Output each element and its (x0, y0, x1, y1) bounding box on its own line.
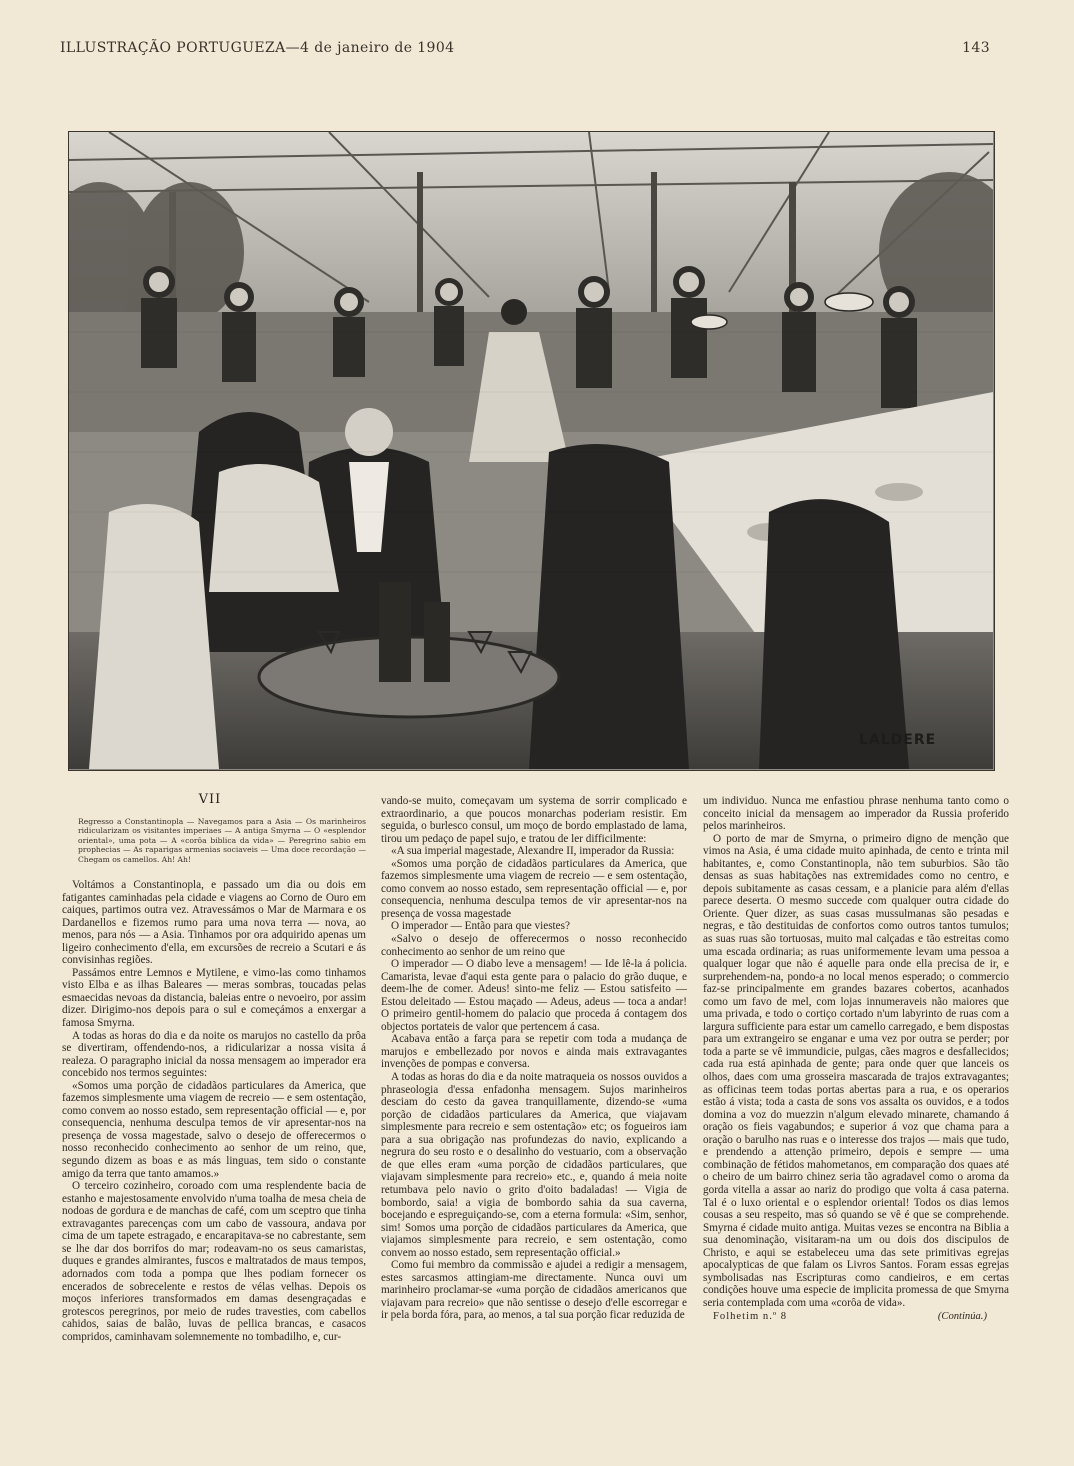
paragraph: Como fui membro da commissão e ajudei a redigir a mensagem, estes sarcasmos attingiam-me directamente. Nunca ouvi um marinheiro proclamar-se «uma porção de cidadãos americanos que viajavam para recreio» que não sentisse o desejo d'elle escorregar e ir pela borda fóra, para, ao menos, a tal sua porção ficar reduzida de (381, 1259, 687, 1322)
paragraph: Passámos entre Lemnos e Mytilene, e vimo-las como tinhamos visto Elba e as ilhas Baleares — meras sombras, toucadas pelas esmaecidas nevoas da distancia, baleias entre o nevoeiro, por assim dizer. Dirigimo-nos depois para o sul e começámos a enxergar a famosa Smyrna. (62, 966, 366, 1030)
paragraph: O imperador — Então para que viestes? (391, 920, 570, 933)
paragraph: Voltámos a Constantinopla, e passado um dia ou dois em fatigantes caminhadas pela cidade e viagens ao Corno de Ouro em caiques, partimos outra vez. Atravessámos o Mar de Marmara e os Dardanellos e fizemos rumo para uma nova terra — nova, ao menos, para nós — a Asia. Tinhamos por ora adquirido apenas um ligeiro conhecimento d'ella, em excursões de recreio a Scutari e ás convisinhas regiões. (62, 879, 366, 967)
artist-signature: LALDERE (859, 732, 937, 748)
paragraph: vando-se muito, começavam um systema de sorrir complicado e extraordinario, a que poucos monarchas poderiam resistir. Em seguida, o burlesco consul, um moço de bordo emplastado de lama, tirou um pedaço de papel sujo, e tratou de ler difficilmente: (381, 795, 687, 845)
chapter-summary: Regresso a Constantinopla — Navegamos para a Asia — Os marinheiros ridicularizam os visitantes imperiaes — A antiga Smyrna — O «esplendor oriental», uma pota — A «corôa biblica da vida» — Peregrino sabio em prophecias — As raparigas armenias sociaveis — Uma doce recordação — Chegam os camellos. Ah! Ah! (78, 817, 366, 864)
to-be-continued: (Continúa.) (937, 1311, 987, 1323)
section-number: VII (198, 792, 222, 807)
text-column-1 (62, 879, 366, 1343)
running-header (60, 40, 990, 60)
banquet-scene-picture (69, 132, 993, 769)
paragraph: «Somos uma porção de cidadãos particulares da America, que fazemos simplesmente uma viagem de recreio — e sem ostentação, como convem ao nosso estado, sem representação official — e, por consequencia, nenhuma desculpa temos de vir apresentar-nos na presença de vossa magestade (381, 857, 687, 920)
paragraph: «A sua imperial magestade, Alexandre II, imperador da Russia: (391, 845, 675, 858)
paragraph: Acabava então a farça para se repetir com toda a mudança de marujos e embellezado por novos e ainda mais extravagantes invenções de pompas e conversa. (381, 1033, 687, 1071)
page-number: 143 (962, 40, 990, 56)
paragraph: «Salvo o desejo de offerecermos o nosso reconhecido conhecimento ao senhor de um reino que (381, 933, 687, 958)
feuilleton-footer (703, 1311, 1009, 1325)
paragraph: «Somos uma porção de cidadãos particulares da America, que fazemos simplesmente uma viagem de recreio — e sem ostentação, como convem ao nosso estado, sem representação official — e, por consequencia, nenhuma desculpa temos de vir apresentar-nos na presença de vossa magestade, salvo o desejo de offerecermos o nosso reconhecido conhecimento ao senhor de um reino, que, segundo dizem as boas e as más linguas, tem sido o constante amigo da terra que tanto amamos.» (62, 1079, 366, 1180)
paragraph: um individuo. Nunca me enfastiou phrase nenhuma tanto como o conceito inicial da mensagem ao imperador da Russia proferido pelos marinheiros. (703, 795, 1009, 833)
paragraph: A todas as horas do dia e da noite os marujos no castello da prôa se divertiram, offendendo-nos, a ridicularizar a nossa visita á realeza. O paragrapho inicial da nossa mensagem ao imperador era concebido nos termos seguintes: (62, 1029, 366, 1080)
text-column-2 (381, 795, 687, 1322)
feuilleton-number: Folhetim n.º 8 (713, 1311, 788, 1323)
paragraph: O terceiro cozinheiro, coroado com uma resplendente bacia de estanho e majestosamente envolvido n'uma toalha de mesa cheia de nodoas de gordura e de manchas de café, com um sceptro que tinha extravagantes parecenças com um cabo de vassoura, andava por cima de um tapete estragado, e encarapitava-se no cabrestante, sem se lhe dar dos borrifos do mar; rodeavam-no os seus camaristas, duques e grandes almirantes, fuscos e maltratados de maus tempos, adornados com toda a pompa que lhes podiam fornecer os encerados de sobrecelente e restos de vélas velhas. Depois os moços inferiores transformados em damas desengraçadas e grotescos peregrinos, por meio de rudes travesties, com cabellos cahidos, saias de balão, luvas de pellica brancas, e casacos compridos, caminhavam solemnemente no tombadilho, e, cur- (62, 1180, 366, 1343)
running-title: ILLUSTRAÇÃO PORTUGUEZA—4 de janeiro de 1904 (60, 40, 455, 56)
text-column-3 (703, 795, 1009, 1325)
banquet-illustration (68, 131, 995, 771)
paragraph: O porto de mar de Smyrna, o primeiro digno de menção que vimos na Asia, é uma cidade muito apinhada, de cento e trinta mil habitantes, e, como Constantinopla, não tem suburbios. São tão densas as suas habitações nas extremidades como no centro, e depois subitamente as casas cessam, e a planicie para além d'ellas parece deserta. O mesmo succede com qualquer outra cidade do Oriente. Quer dizer, as suas casas mussulmanas são pesadas e negras, e tão destituidas de confortos como outros tantos tumulos; as suas ruas são tortuosas, muito mal calçadas e tão estreitas como uma escada ordinaria; as ruas uniformemente levam uma pessoa a qualquer logar que não é aquelle para onde ella precisa de ir, e surprehendem-na, pondo-a no local menos esperado; o commercio faz-se principalmente em grandes bazares cobertos, acanhados como um favo de mel, com lojas innumeraveis não maiores que uma privada, e todo o cortiço cortado n'um labyrinto de ruas com a largura sufficiente para estar um camello carregado, e bem dispostas para um extrangeiro se enganar e uma vez por outra se perder; por toda a parte se vê immundicie, pulgas, cães magros e desfallecidos; cada rua está apinhada de gente; para onde quer que lanceis os olhos, daes com uma grosseira mascarada de trajos extravagantes; as officinas teem todas portas abertas para a rua, e os operarios estão á vista; toda a casta de sons vos assalta os ouvidos, e a todos domina a voz do muezzin n'algum elevado minarete, chamando á oração os fieis vagabundos; e superior á voz que chama para a oração o barulho nas ruas e o interesse dos trajos — mais que tudo, e prendendo a attenção primeiro, depois e sempre — uma combinação de fétidos mahometanos, em comparação dos quaes até o cheiro de um bairro chinez seria tão agradavel como o aroma da gorda vitella a assar ao nariz do prodigo que volta á casa paterna. Tal é o luxo oriental e o esplendor oriental! Todos os dias lemos cousas a seu respeito, mas só quando se vê é que se comprehende. Smyrna é cidade muito antiga. Muitas vezes se encontra na Biblia a sua denominação, visitaram-na um ou dois dos discipulos de Christo, e aqui se estabeleceu uma das sete primitivas egrejas apocalypticas de que falam os Livros Santos. Foram essas egrejas symbolisadas nas Escripturas como candieiros, e em certas condições houve uma especie de implicita promessa de que Smyrna seria contemplada com uma «corôa de vida». (703, 832, 1009, 1309)
paragraph: O imperador — O diabo leve a mensagem! — Ide lê-la á policia. Camarista, levae d'aqui esta gente para o palacio do grão duque, e deem-lhe de comer. Adeus! sinto-me feliz — Estou satisfeito — Estou deleitado — Estou maçado — Adeus, adeus — toca a andar! O primeiro gentil-homem do palacio que proceda á contagem dos objectos portateis de valor que pertencem á casa. (381, 958, 687, 1033)
paragraph: A todas as horas do dia e da noite matraqueia os nossos ouvidos a phraseologia d'essa enfadonha mensagem. Sujos marinheiros desciam do cesto da gavea tranquillamente, dizendo-se «uma porção de cidadãos particulares da America, que viajavam simplesmente para recreio e sem ostentação» etc; os fogueiros iam para a sua obrigação nas profundezas do navio, explicando a negrura do seu rosto e o desalinho do vestuario, com a observação de que elles eram «uma porção de cidadãos particulares, que viajavam simplesmente para recreio» etc., e, quando á meia noite retumbava pelo navio o grito d'oito badaladas! — Vigia de bombordo, saia! a vigia de bombordo sahia da sua caverna, bocejando e espreguiçando-se, com a eterna formula: «Sim, senhor, sim! Somos uma porção de cidadãos particulares da America, que viajamos simplesmente para recreio, e sem ostentação, como convem ao nosso estado, sem representação official.» (381, 1071, 687, 1259)
